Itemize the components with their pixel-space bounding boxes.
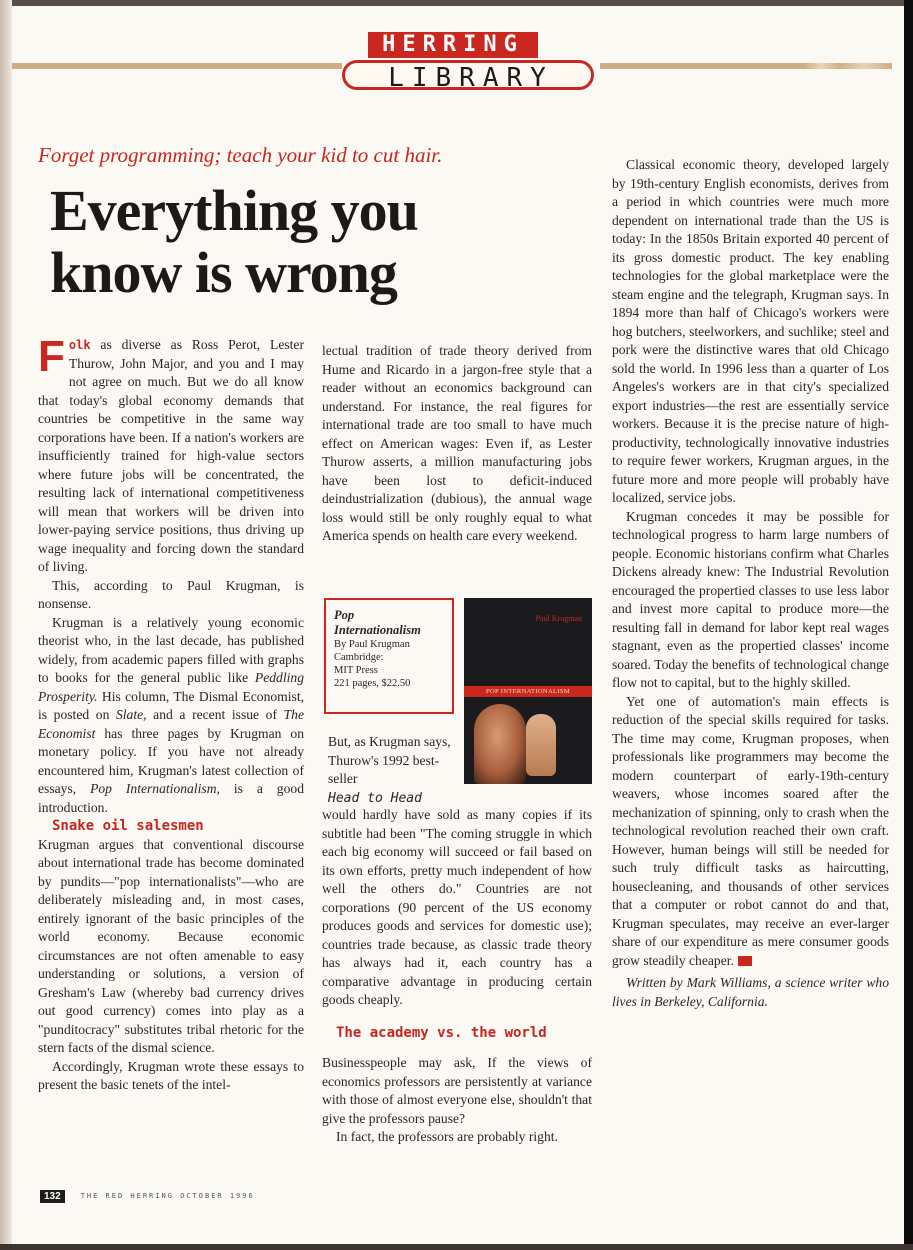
book-cover-image [464, 598, 592, 784]
lead-text: as diverse as Ross Perot, Lester Thurow, John Major, and you and I may not agree on much. But we do all know that today's global economy demands that countries be competitive in the same way corporations have been. If a nation's workers are insufficiently trained for high-value sectors where future jobs will be concentrated, the resulting lack of international competitiveness will mean that workers will be driven into lower-paying service positions, thus driving up wage inequality and forcing down the standard of living. [38, 337, 304, 574]
page-number: 132 [40, 1190, 65, 1203]
paragraph: In fact, the professors are probably right. [336, 1129, 558, 1144]
end-mark-icon [738, 956, 752, 966]
paragraph: Krugman concedes it may be possible for technological progress to harm large numbers of people. Economic historians confirm what Charles Dickens already knew: The Industrial Revolution encouraged the propertied classes to use less labor and invest more capital to produce more—the resulting fall in demand for labor kept real wages stagnant, even as the propertied classes' income soared. Today the benefits of technological change flow not to capital, but to the highly skilled. [612, 508, 889, 690]
publication-reference: The Economist [38, 707, 304, 741]
book-reference: Pop Internationalism, [90, 781, 220, 796]
page-footer [40, 1187, 255, 1201]
kicker: Forget programming; teach your kid to cut hair. [38, 143, 443, 167]
drop-cap: F [38, 332, 65, 381]
paragraph: Yet one of automation's main effects is reduction of the special skills required for tasks. The time may come, Krugman proposes, when professionals like programmers may become the modern counterpart of early-19th-century weavers, whose incomes soared after the mechanization of spinning, only to crash when the technological revolution reached their own craft. However, human beings will still be needed for such truly difficult tasks as haircutting, housecleaning, and thousands of other services that a computer or robot cannot do and that, Krugman speculates, may receive an ever-larger share of our expenditure as mere consumer goods grow steadily cheaper. [612, 693, 889, 968]
publication-reference: Slate, [115, 707, 147, 722]
aside-text: But, as Krugman says, Thurow's 1992 best-seller [328, 734, 451, 786]
book-author: By Paul Krugman [334, 639, 410, 650]
book-title: Pop Internationalism [334, 608, 421, 637]
cover-author: Paul Krugman [535, 614, 582, 623]
paragraph: Krugman argues that conventional discourse about international trade has become dominated by pundits—"pop internationalists"—who are deliberately misleading and, in most cases, entirely ignorant of the basic principles of the world economy. Because economic circumstances are not often amenable to easy understanding or solutions, a version of Gresham's Law (whereby bad currency drives out good currency) comes into play as a "punditocracy" substitutes tribal rhetoric for the stern facts of the dismal science. [38, 836, 304, 1055]
lead-paragraph [38, 332, 304, 577]
paragraph: Accordingly, Krugman wrote these essays to present the basic tenets of the intel- [38, 1058, 304, 1092]
header-rule-left [12, 63, 342, 69]
cover-title: POP INTERNATIONALISM [486, 688, 570, 695]
section-masthead [342, 32, 600, 96]
column-3 [612, 156, 889, 1011]
book-info-box [324, 598, 454, 714]
cover-portrait [474, 704, 526, 784]
lead-in: olk [68, 338, 91, 352]
aside-book-title: Head to Head [328, 790, 422, 806]
book-reference: Peddling Prosperity. [38, 670, 304, 704]
paragraph: would hardly have sold as many copies if its subtitle had been "The coming struggle in which each big economy will succeed or fail based on its own efforts, pretty much independent of how well the others do." Countries are not corporations (90 percent of the US economy produces goods and services for domestic use); countries trade because, as classic trade theory has always had it, each country has a comparative advantage in producing certain goods cheaply. [322, 807, 592, 1007]
subhead-snake-oil: Snake oil salesmen [52, 818, 204, 834]
wrapped-text [328, 733, 458, 808]
book-details: 221 pages, $22.50 [334, 678, 411, 689]
page-top-edge [0, 0, 913, 6]
paragraph: Businesspeople may ask, If the views of economics professors are persistently at variance with those of almost everyone else, shouldn't that give the professors pause? [322, 1055, 592, 1126]
header-rule-right [600, 63, 892, 69]
headline: Everything you know is wrong [50, 178, 418, 305]
paragraph: Krugman is a relatively young economic theorist who, in the last decade, has published widely, from academic papers filled with graphs to books for the general public like Peddling Prosperity. His column, The Dismal Economist, is posted on Slate, and a recent issue of The Economist has three pages by Krugman on monetary policy. If you have not already encountered him, Krugman's latest collection of essays, Pop Internationalism, is a good introduction. [38, 614, 304, 815]
cover-hand [526, 714, 556, 776]
paragraph: Classical economic theory, developed largely by 19th-century English economists, derives from a period in which countries were much more dependent on international trade than the US is today: In the 1850s Britain exported 40 percent of its gross domestic product. The key enabling technologies for the global marketplace were the steam engine and the telegraph, Krugman says. In 1894 more than half of Chicago's workers were hog butchers, steelworkers, and suchlike; steel and pork were the distinctive wares that old Chicago sold the world. In 1996 less than a quarter of Los Angeles's workers are in that city's specialized export industries—the rest are essentially service workers. Because it is the precise nature of high-productivity, technologically innovative industries to require fewer workers, Krugman argues, in the future more and more people will probably have localized, service jobs. [612, 157, 889, 505]
column-2-continued [322, 806, 592, 1147]
book-publisher: MIT Press [334, 665, 378, 676]
page-right-edge [904, 0, 913, 1250]
page-binding-shadow [0, 0, 12, 1250]
footer-text: THE RED HERRING OCTOBER 1996 [80, 1192, 255, 1201]
book-city: Cambridge: [334, 652, 384, 663]
column-2 [322, 342, 592, 546]
masthead-bottom: LIBRARY [342, 60, 594, 90]
page-bottom-edge [0, 1244, 913, 1250]
masthead-top: HERRING [368, 32, 538, 58]
paragraph: This, according to Paul Krugman, is nonsense. [38, 577, 304, 611]
paragraph: lectual tradition of trade theory derived from Hume and Ricardo in a jargon-free style that a reader without an economics background can understand. For instance, the real figures for international trade are too small to have much effect on American wages: Even if, as Lester Thurow asserts, a million manufacturing jobs have been lost to deficit-induced deindustrialization (dubious), the annual wage loss would still be only roughly equal to what America spends on health care every weekend. [322, 343, 592, 543]
subhead-academy: The academy vs. the world [336, 1024, 547, 1041]
column-1 [38, 332, 304, 1095]
byline: Written by Mark Williams, a science writer who lives in Berkeley, California. [612, 975, 889, 1009]
